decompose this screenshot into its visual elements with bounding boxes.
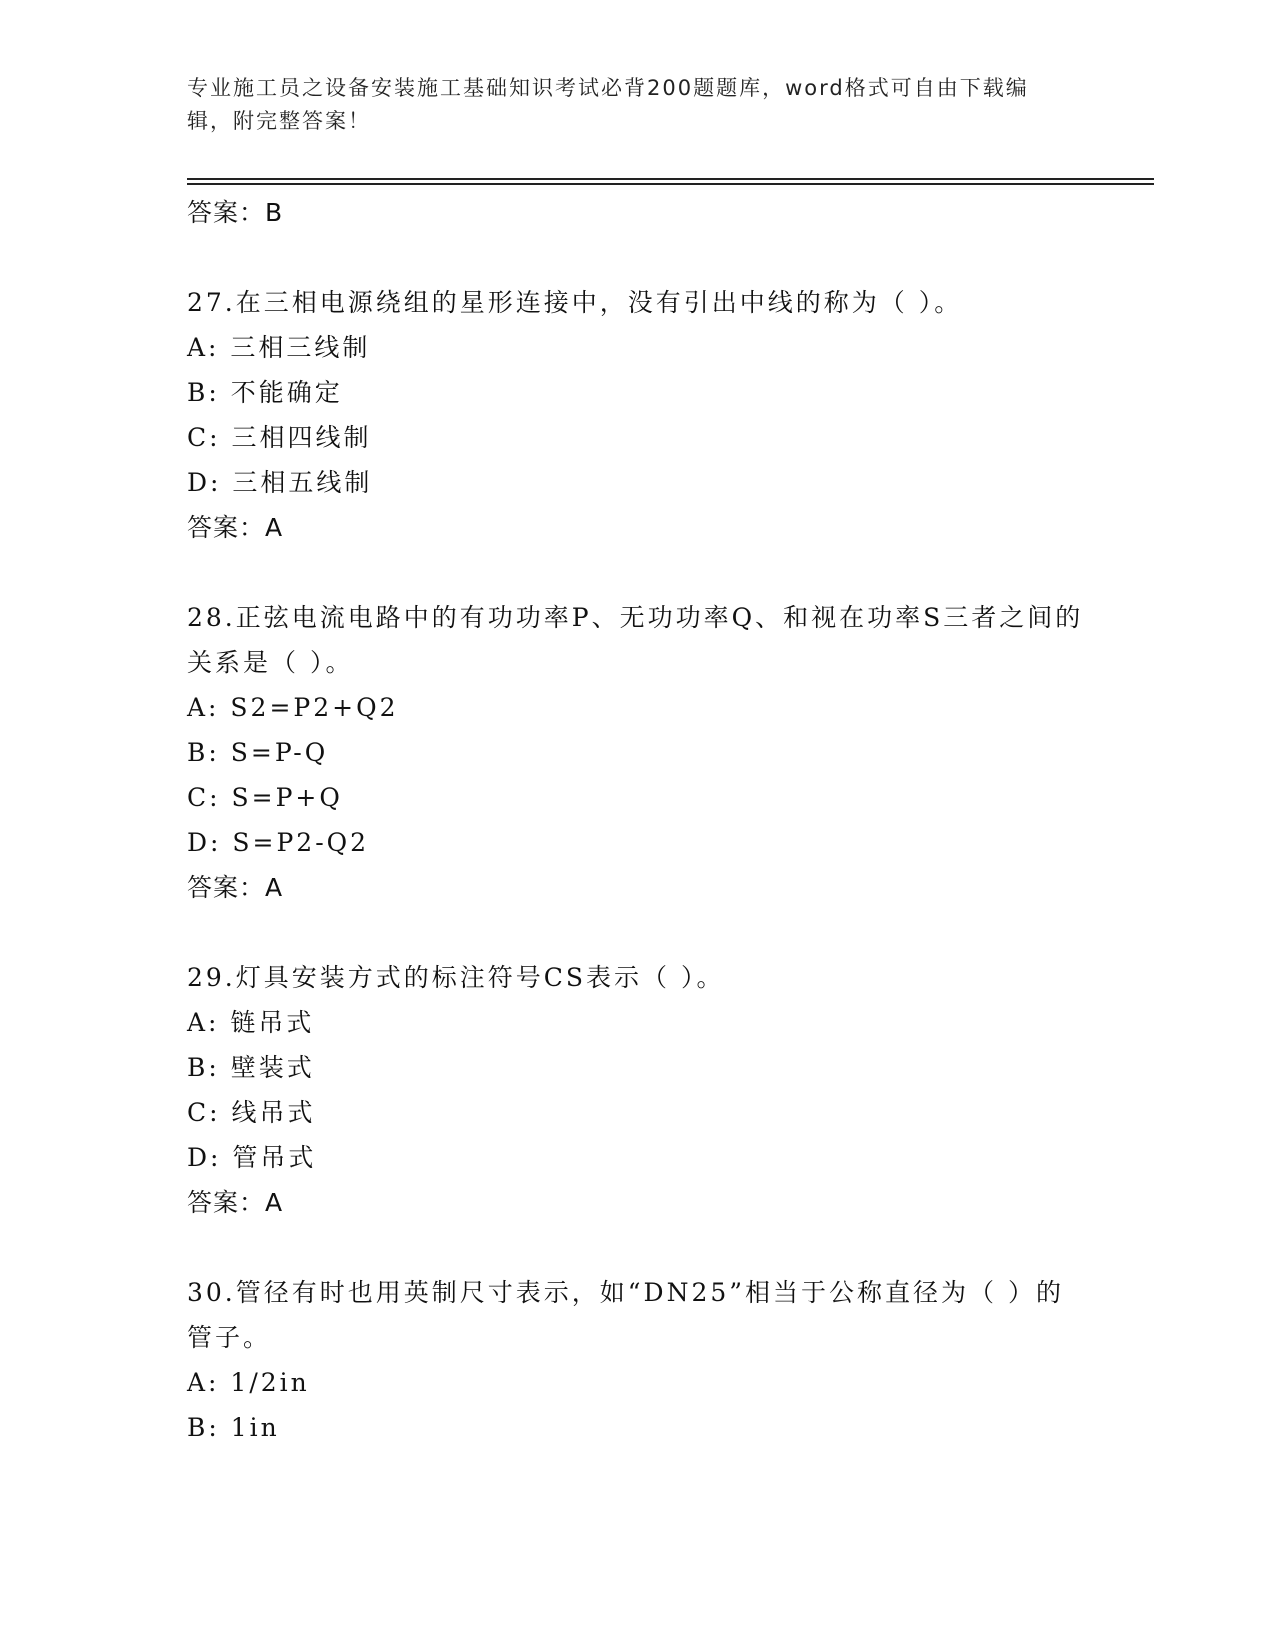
option-b: B: 不能确定 [187, 378, 343, 407]
document-title: 专业施工员之设备安装施工基础知识考试必背200题题库，word格式可自由下载编辑，附完整答案！ [187, 76, 1029, 133]
option-b: B: 壁装式 [187, 1053, 315, 1082]
option-b: B: 1in [187, 1413, 280, 1442]
option-d: D: S=P2-Q2 [187, 828, 370, 857]
option-c: C: 三相四线制 [187, 423, 372, 452]
question-text: 28.正弦电流电路中的有功功率P、无功功率Q、和视在功率S三者之间的关系是（ ）。 [187, 603, 1084, 677]
option-c: C: 线吊式 [187, 1098, 316, 1127]
question-29 [187, 955, 1087, 1225]
option-d: D: 三相五线制 [187, 468, 373, 497]
answer-text: 答案：A [187, 873, 284, 902]
question-text: 29.灯具安装方式的标注符号CS表示（ ）。 [187, 963, 725, 992]
question-list [187, 190, 1087, 1495]
previous-answer: 答案：B [187, 198, 284, 227]
option-b: B: S=P-Q [187, 738, 329, 767]
question-text: 27.在三相电源绕组的星形连接中，没有引出中线的称为（ ）。 [187, 288, 963, 317]
option-a: A: 1/2in [187, 1368, 310, 1397]
option-a: A: S2=P2+Q2 [187, 693, 399, 722]
answer-text: 答案：A [187, 1188, 284, 1217]
question-28 [187, 595, 1087, 910]
document-header [187, 72, 1067, 138]
option-a: A: 链吊式 [187, 1008, 315, 1037]
option-d: D: 管吊式 [187, 1143, 317, 1172]
option-c: C: S=P+Q [187, 783, 343, 812]
question-text: 30.管径有时也用英制尺寸表示，如“DN25”相当于公称直径为（ ）的管子。 [187, 1278, 1064, 1352]
header-rule-bottom [187, 183, 1154, 185]
answer-text: 答案：A [187, 513, 284, 542]
question-30 [187, 1270, 1087, 1450]
question-27 [187, 280, 1087, 550]
header-rule-top [187, 178, 1154, 180]
option-a: A: 三相三线制 [187, 333, 371, 362]
